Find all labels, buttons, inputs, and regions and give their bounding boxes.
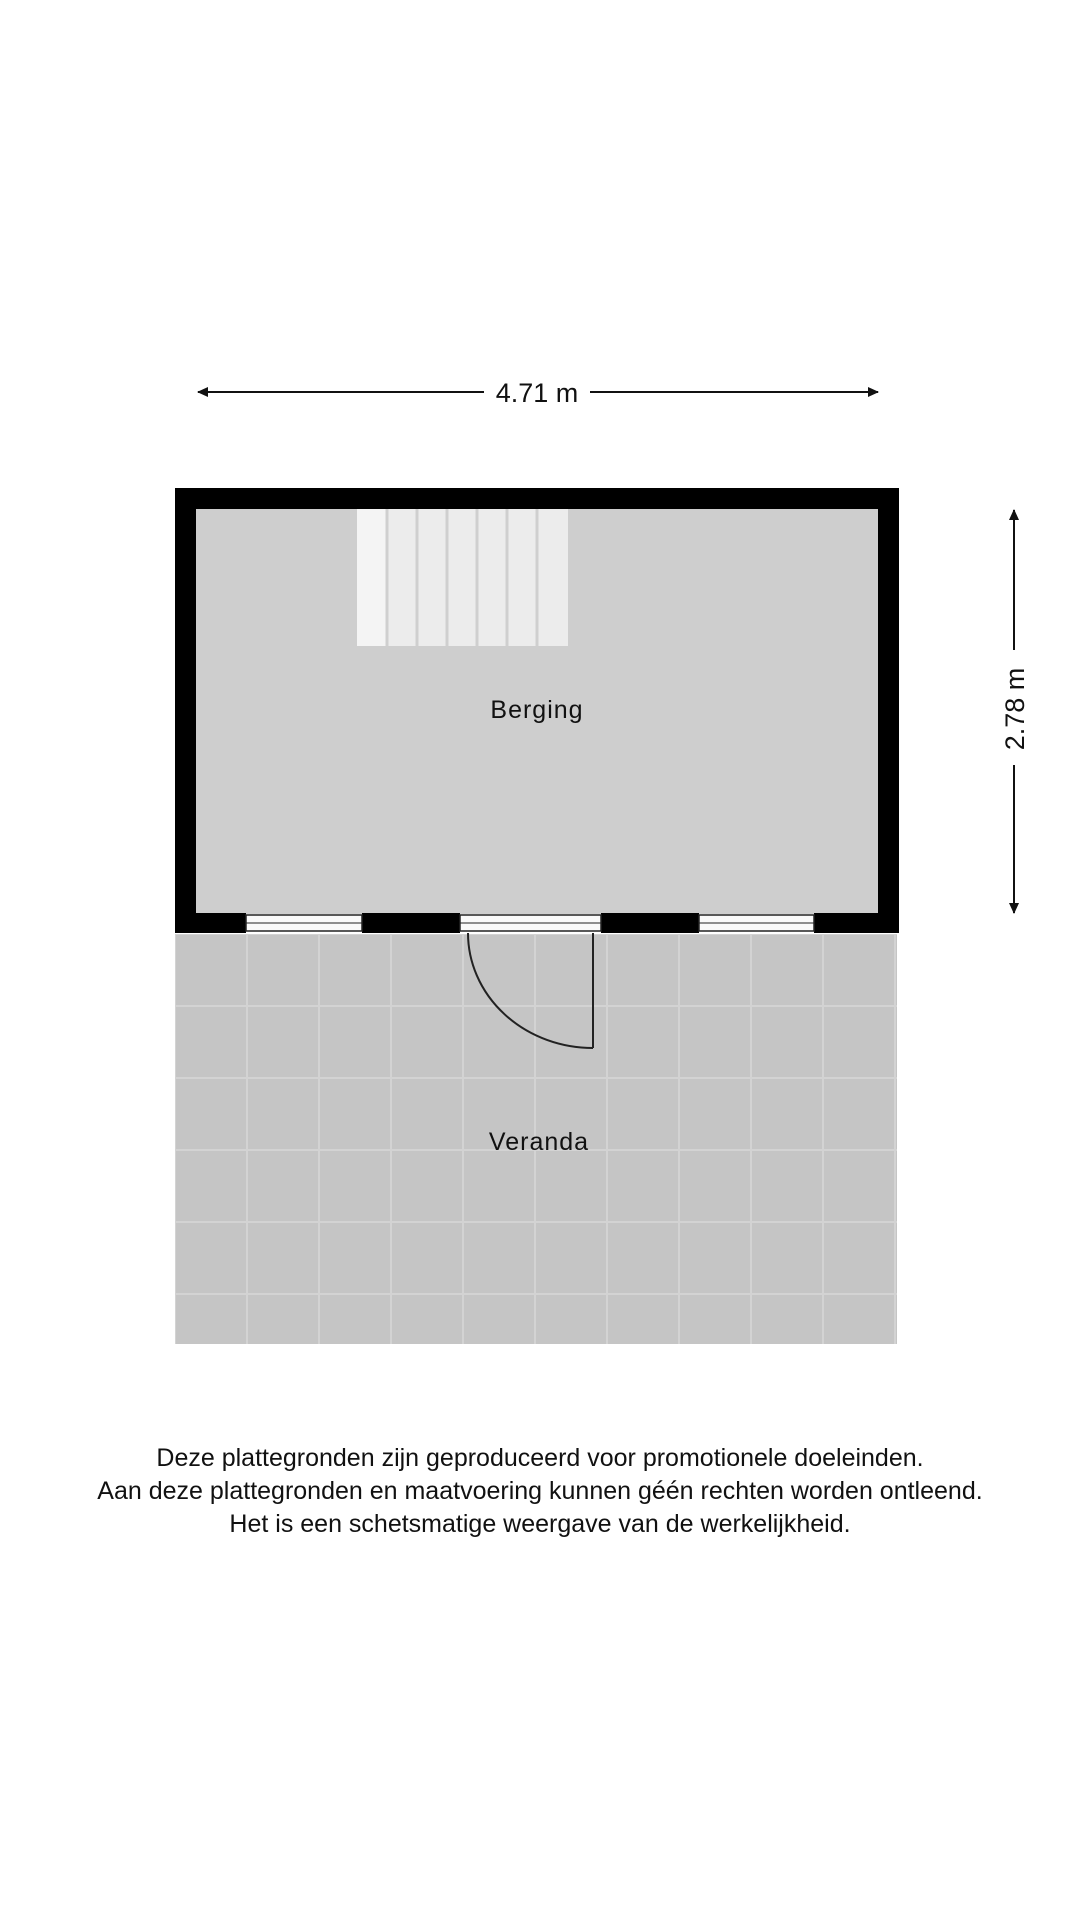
wall-bottom-segment-1 (175, 913, 246, 933)
wall-left (175, 488, 196, 933)
wall-top (175, 488, 899, 509)
wall-bottom-segment-2 (362, 913, 460, 933)
disclaimer-line-3: Het is een schetsmatige weergave van de werkelijkheid. (229, 1510, 851, 1538)
room-label-veranda: Veranda (488, 1128, 590, 1156)
berging-room (196, 509, 878, 914)
disclaimer-line-1: Deze plattegronden zijn geproduceerd voor promotionele doeleinden. (156, 1444, 924, 1472)
stairs (357, 509, 568, 646)
depth-dimension-label: 2.78 m (1000, 667, 1030, 751)
wall-bottom-segment-4 (814, 913, 899, 933)
room-label-berging: Berging (490, 696, 584, 724)
window-right (699, 915, 814, 931)
wall-bottom-segment-3 (601, 913, 699, 933)
wall-right (878, 488, 899, 933)
width-dimension (198, 378, 878, 408)
width-dimension-label: 4.71 m (495, 378, 579, 408)
depth-dimension (1000, 510, 1030, 913)
disclaimer-line-2: Aan deze plattegronden en maatvoering kunnen géén rechten worden ontleend. (97, 1477, 983, 1505)
disclaimer (0, 1442, 1080, 1541)
window-left (246, 915, 362, 931)
